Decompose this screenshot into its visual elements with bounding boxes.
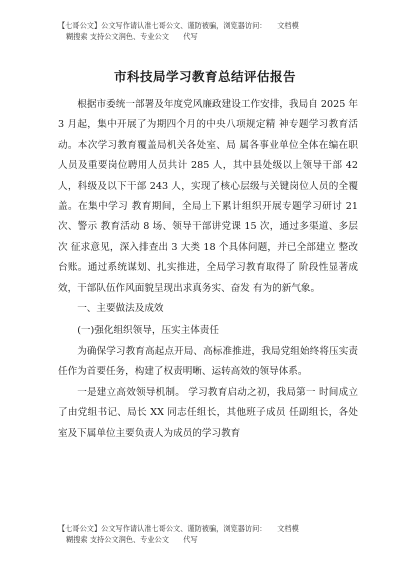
body-paragraph: 一是建立高效领导机制。 学习教育启动之初，我局第一 时间成立了由党组书记、局长 XX 同志任组长，其他班子成员 任副组长，各处室及下属单位主要负责人为成员的学习教育 [58, 386, 358, 439]
section-heading: 一、主要做法及成效 [77, 303, 164, 315]
header-banner [58, 20, 299, 42]
header-banner-line1: 【七哥公文】公文写作请认准七哥公文、谨防被骗，浏览器访问： 文档模 [58, 21, 299, 30]
document-title: 市科技局学习教育总结评估报告 [113, 69, 296, 84]
footer-banner [58, 523, 299, 545]
footer-banner-line2: 糊搜索 支持公文润色、专业公文 代写 [66, 535, 198, 544]
footer-banner-line1: 【七哥公文】公文写作请认准七哥公文、谨防被骗，浏览器访问： 文档模 [58, 524, 299, 533]
header-banner-line2: 糊搜索 支持公文润色、专业公文 代写 [66, 32, 198, 41]
document-body [58, 95, 358, 444]
subsection-heading: (一)强化组织领导，压实主体责任 [77, 325, 219, 337]
intro-paragraph: 根据市委统一部署及年度党风廉政建设工作安排，我局自 2025 年 3 月起，集中开展了为期四个月的中央八项规定精 神专题学习教育活动。本次学习教育覆盖局机关各处室、局 属各事业单位全体在编在职人员及重要岗位聘用人员共计 285 人，其中县处级以上领导干部 42 人，科级及以下干部 243 人，实现了核心层级与关键岗位人员的全覆盖。在集中学习 教育期间，全局上下累计组织开展专题学习研讨 21 次、警示 教育活动 8 场、领导干部讲党课 15 次，通过多渠道、多层次 征求意见，深入排查出 3 大类 18 个具体问题，并已全部建立 整改台账。通过系统谋划、扎实推进，全局学习教育取得了 阶段性显著成效，干部队伍作风面貌呈现出求真务实、奋发 有为的新气象。 [58, 99, 358, 294]
body-paragraph: 为确保学习教育高起点开局、高标准推进，我局党组始终将压实责任作为首要任务，构建了权责明晰、运转高效的领导体系。 [58, 345, 358, 378]
